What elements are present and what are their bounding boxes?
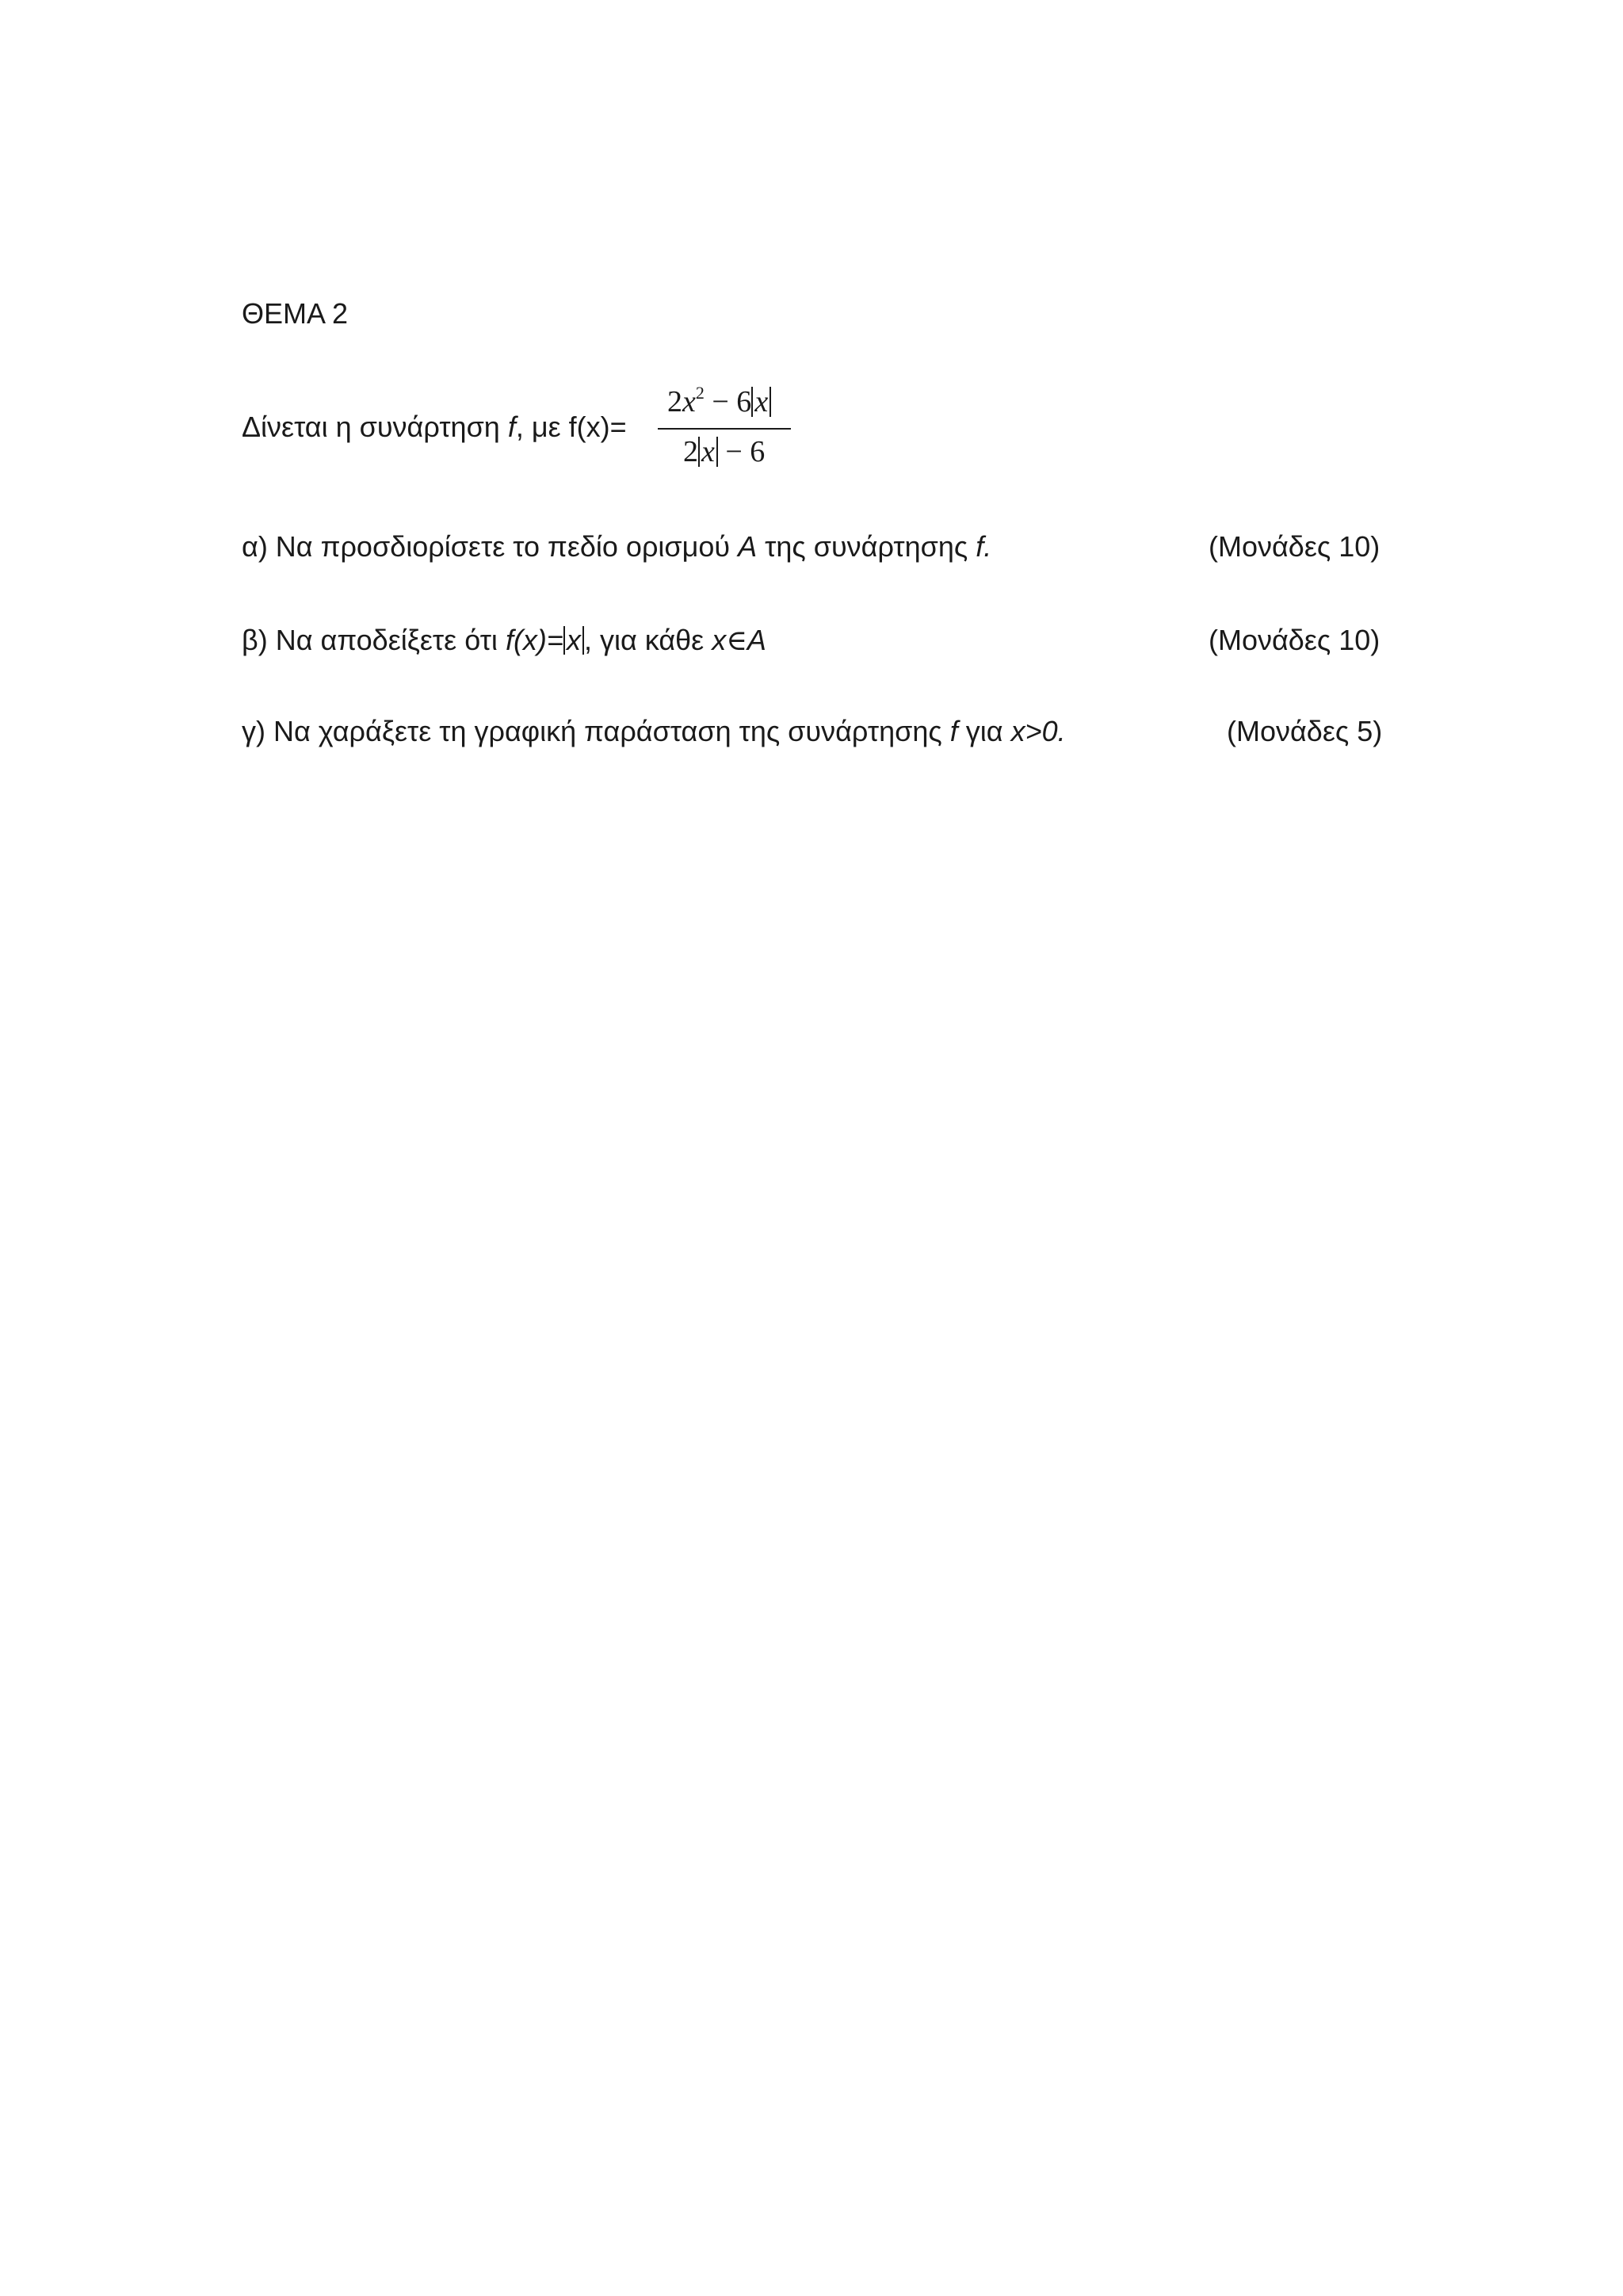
question-b-var: x [712,624,727,656]
element-of-symbol: ∈ [726,625,747,656]
question-b-domain-symbol: A [747,624,766,656]
question-b-text: β) Να αποδείξετε ότι [242,624,506,656]
denominator-coef: 2 [683,435,698,468]
numerator-coef: 2 [667,385,682,418]
fraction-bar [658,428,791,430]
numerator-exponent: 2 [695,383,705,403]
numerator-minus: − 6 [704,385,752,418]
question-a-domain-symbol: A [738,530,758,563]
question-a-marks: (Μονάδες 10) [1209,530,1381,563]
given-statement [242,413,627,441]
fraction-numerator [667,383,771,419]
question-c-function-symbol: f [949,715,958,747]
question-a-mid: της συνάρτησης [757,530,976,563]
numerator-abs-x: x [751,387,771,417]
fraction-denominator [683,434,765,469]
question-a-function-symbol: f. [976,530,992,563]
question-a-text: α) Να προσδιορίσετε το πεδίο ορισμού [242,530,739,563]
question-b [242,626,766,655]
question-c-condition: x>0. [1010,715,1066,747]
given-definition-prefix: , με f(x)= [515,411,627,443]
question-b-expression: f(x)= [505,624,563,656]
question-c-mid: για [957,715,1011,747]
question-c-text: γ) Να χαράξετε τη γραφική παράσταση της συνάρτησης [242,715,950,747]
question-b-abs-x: x [563,626,584,655]
question-c [242,717,1066,746]
question-b-mid: , για κάθε [583,624,712,656]
given-intro: Δίνεται η συνάρτηση [242,411,508,443]
denominator-abs-x: x [698,437,718,467]
function-fraction [658,379,792,474]
question-c-marks: (Μονάδες 5) [1227,715,1383,747]
exam-heading: ΘΕΜΑ 2 [242,297,349,330]
numerator-var: x [682,385,696,418]
function-symbol: f [507,411,516,443]
denominator-rest: − 6 [717,435,766,468]
question-a [242,530,992,563]
question-b-marks: (Μονάδες 10) [1209,624,1381,656]
